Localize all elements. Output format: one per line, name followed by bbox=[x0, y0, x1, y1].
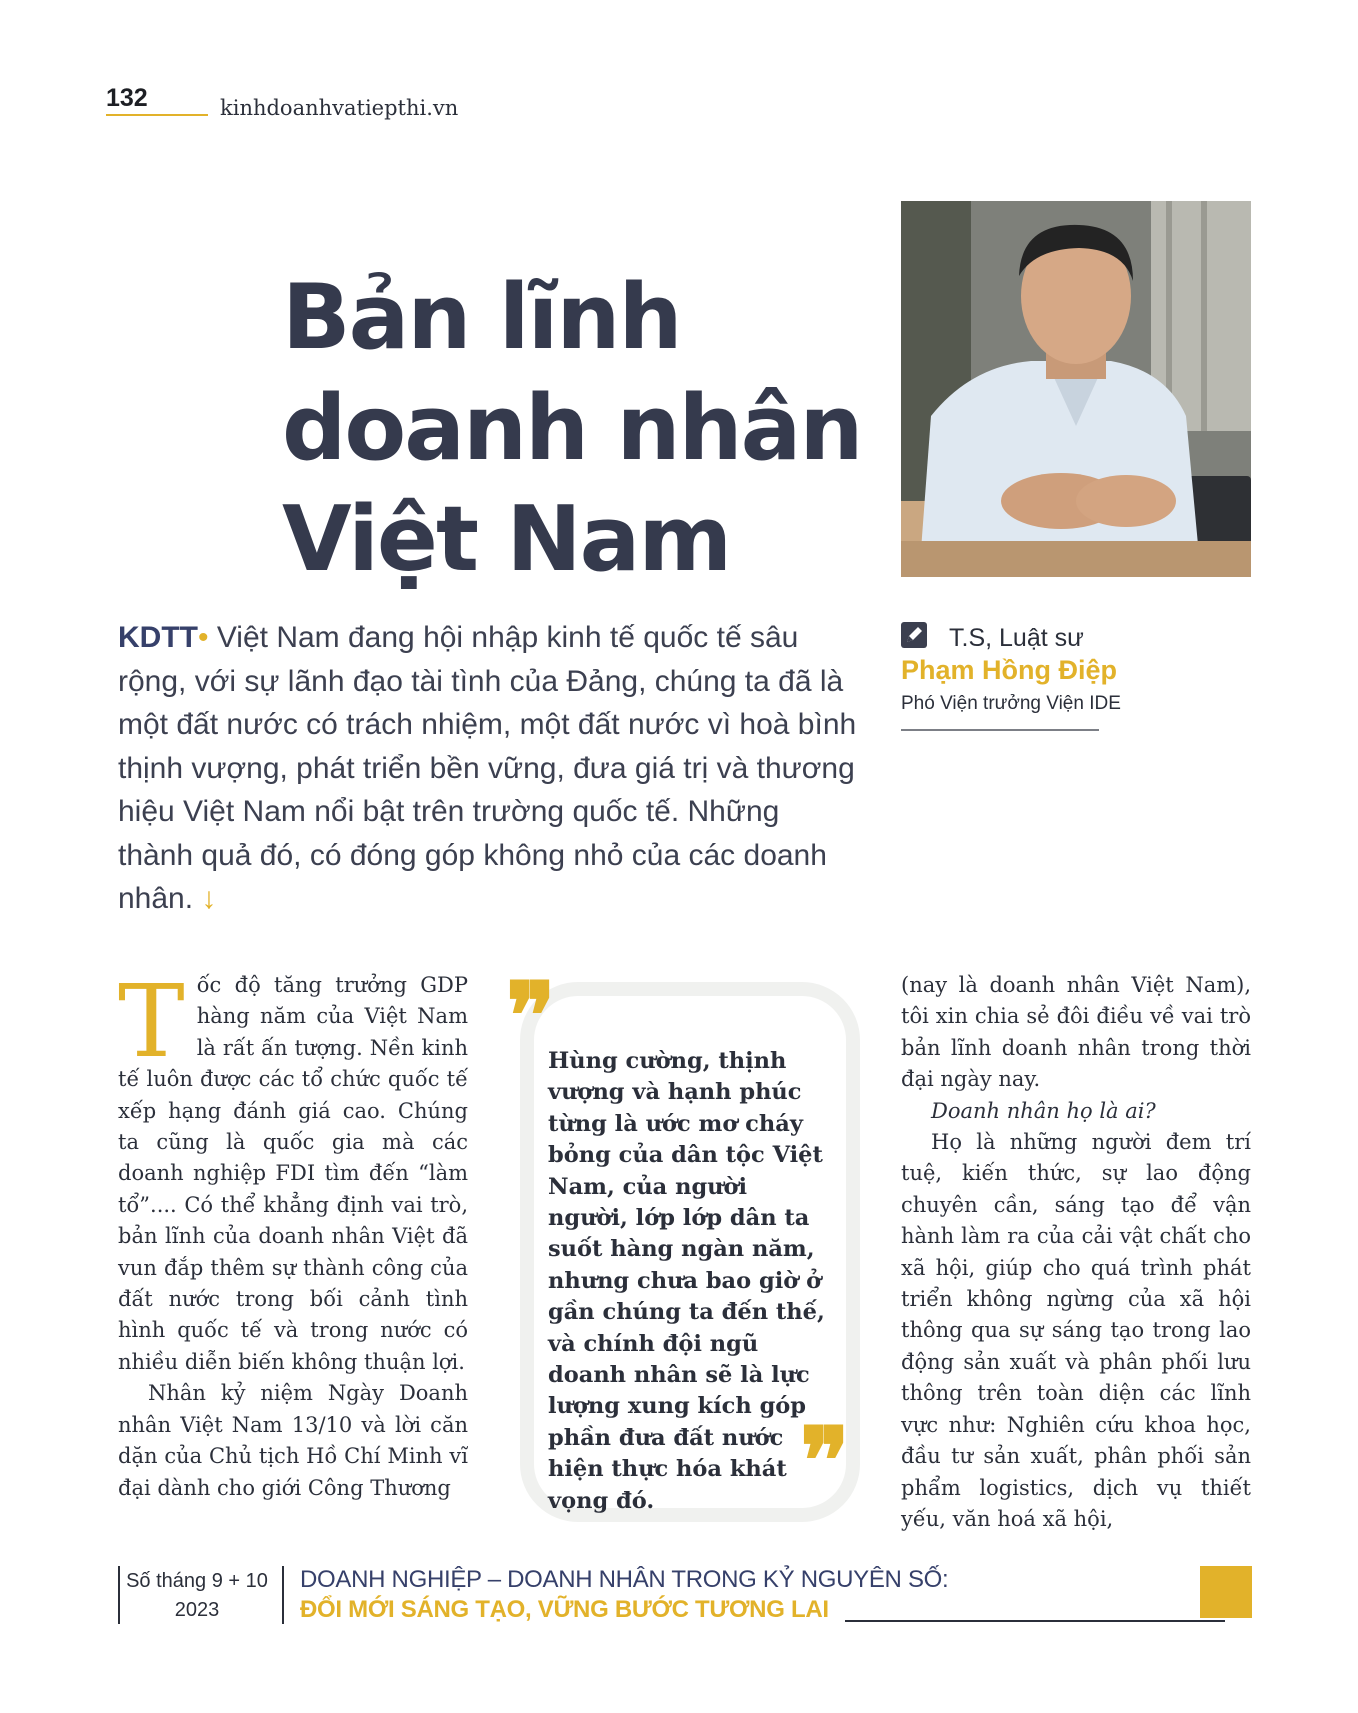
body-paragraph: Họ là những người đem trí tuệ, kiến thức, sự lao động chuyên cần, sáng tạo để vận hành làm ra của cải vật chất cho xã hội, giúp cho quá trình phát triển không ngừng của xã hội thông qua sự sáng tạo trong lao động sản xuất và phân phối lưu thông trên toàn diện các lĩnh vực như: Nghiên cứu khoa học, đầu tư sản xuất, phân phối sản phẩm logistics, dịch vụ thiết yếu, văn hoá xã hội, bbox=[901, 1130, 1251, 1531]
quote-close-icon: ❞ bbox=[800, 1407, 850, 1515]
lead-text: Việt Nam đang hội nhập kinh tế quốc tế sâu rộng, với sự lãnh đạo tài tình của Đảng, chúng ta đã là một đất nước có trách nhiệm, một đất nước vì hoà bình thịnh vượng, phát triển bền vững, đưa giá trị và thương hiệu Việt Nam nổi bật trên trường quốc tế. Những thành quả đó, có đóng góp không nhỏ của các doanh nhân. bbox=[118, 621, 857, 915]
footer-rule bbox=[845, 1620, 1225, 1622]
issue-label bbox=[118, 1567, 276, 1625]
quote-open-icon: ❞ bbox=[506, 962, 556, 1070]
footer-divider-right bbox=[282, 1566, 284, 1624]
pen-icon bbox=[901, 622, 927, 648]
issue-month: Số tháng 9 + 10 bbox=[126, 1570, 268, 1592]
kicker-dot-icon: • bbox=[197, 621, 217, 654]
author-divider bbox=[901, 729, 1099, 731]
page-number: 132 bbox=[106, 84, 148, 112]
author-role: T.S, Luật sư bbox=[949, 624, 1084, 652]
lead-kicker: KDTT bbox=[118, 621, 198, 654]
arrow-down-icon: ↓ bbox=[201, 882, 217, 915]
paragraph-text: ốc độ tăng trưởng GDP hàng năm của Việt Nam là rất ấn tượng. Nền kinh tế luôn được các tổ chức quốc tế xếp hạng đánh giá cao. Chúng ta cũng là quốc gia mà các doanh nghiệp FDI tìm đến “làm tổ”.... Có thể khẳng định vai trò, bản lĩnh của doanh nhân Việt đã vun đắp thêm sự thành công của đất nước trong bối cảnh tình hình quốc tế và trong nước có nhiều diễn biến không thuận lợi. bbox=[118, 973, 468, 1374]
drop-cap: T bbox=[118, 963, 185, 1080]
pullquote-text: Hùng cường, thịnh vượng và hạnh phúc từng là ước mơ cháy bỏng của dân tộc Việt Nam, của người người, lớp lớp dân ta suốt hàng ngàn năm, nhưng chưa bao giờ ở gần chúng ta đến thế, và chính đội ngũ doanh nhân sẽ là lực lượng xung kích góp phần đưa đất nước hiện thực hóa khát vọng đó. bbox=[548, 1048, 825, 1514]
title-line-2: doanh nhân bbox=[282, 376, 862, 481]
body-paragraph: (nay là doanh nhân Việt Nam), tôi xin chia sẻ đôi điều về vai trò bản lĩnh doanh nhân trong thời đại ngày nay. bbox=[901, 973, 1251, 1092]
issue-theme-line-1: DOANH NGHIỆP – DOANH NHÂN TRONG KỶ NGUYÊN SỐ: bbox=[300, 1566, 949, 1593]
issue-theme-line-2: ĐỔI MỚI SÁNG TẠO, VỮNG BƯỚC TƯƠNG LAI bbox=[300, 1596, 829, 1623]
body-paragraph: Nhân kỷ niệm Ngày Doanh nhân Việt Nam 13/10 và lời căn dặn của Chủ tịch Hồ Chí Minh vĩ đại dành cho giới Công Thương bbox=[118, 1381, 468, 1500]
author-portrait bbox=[901, 201, 1251, 577]
subheading: Doanh nhân họ là ai? bbox=[931, 1098, 1156, 1123]
issue-year: 2023 bbox=[174, 1599, 220, 1621]
page-number-underline bbox=[106, 114, 208, 116]
body-paragraph bbox=[118, 963, 468, 1378]
body-column-1 bbox=[118, 963, 468, 1504]
lead-paragraph bbox=[118, 616, 858, 921]
title-line-3: Việt Nam bbox=[282, 487, 731, 592]
footer-accent-block bbox=[1200, 1566, 1252, 1618]
title-line-1: Bản lĩnh bbox=[282, 265, 681, 370]
site-name[interactable]: kinhdoanhvatiepthi.vn bbox=[220, 96, 459, 120]
article-title bbox=[282, 262, 882, 595]
author-title: Phó Viện trưởng Viện IDE bbox=[901, 693, 1121, 714]
body-column-3 bbox=[901, 970, 1251, 1535]
author-name: Phạm Hồng Điệp bbox=[901, 655, 1118, 685]
